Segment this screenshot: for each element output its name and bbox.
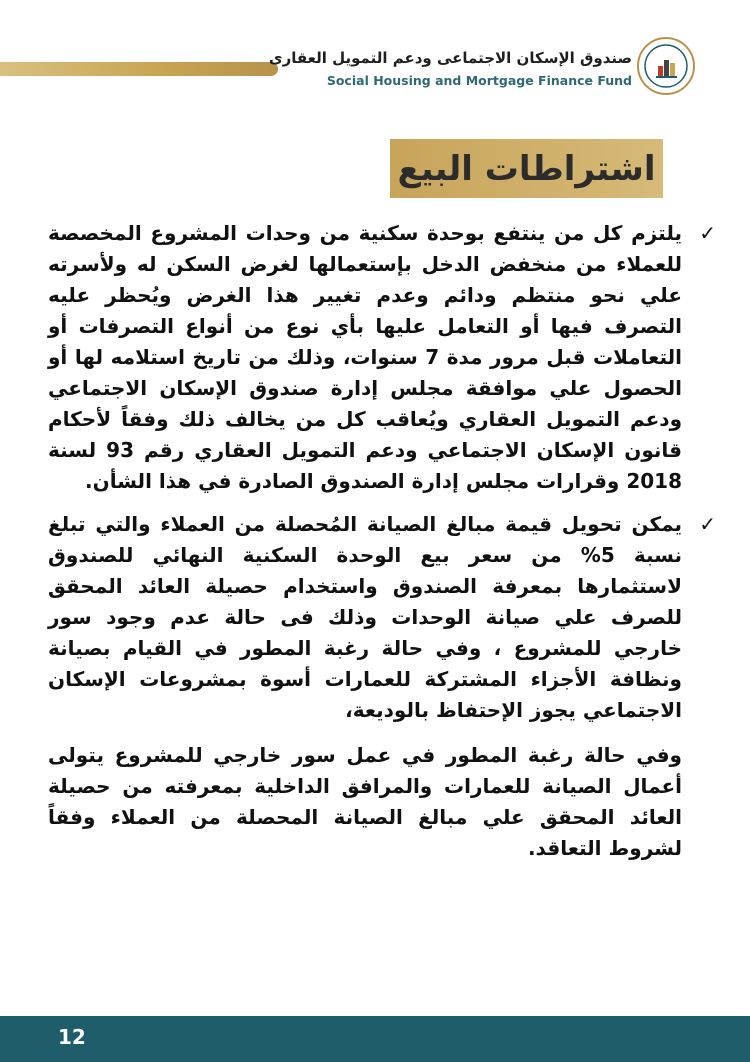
section-title: اشتراطات البيع	[397, 148, 656, 189]
fund-seal-logo	[636, 36, 696, 96]
continuation-text: وفي حالة رغبة المطور في عمل سور خارجي للمشروع يتولى أعمال الصيانة للعمارات والمرافق الداخلية بمعرفته من حصيلة العائد المحقق علي مبالغ الصيانة المحصلة من العملاء وفقاً لشروط التعاقد.	[48, 743, 682, 860]
page-number: 12	[58, 1025, 86, 1049]
org-name-english: Social Housing and Mortgage Finance Fund	[326, 73, 632, 88]
terms-content	[48, 218, 716, 864]
list-item	[48, 509, 716, 726]
checkmark-icon: ✓	[699, 512, 716, 536]
list-item-text: يمكن تحويل قيمة مبالغ الصيانة المُحصلة من العملاء والتي تبلغ نسبة 5% من سعر بيع الوحدة السكنية النهائي للصندوق لاستثمارها بمعرفة الصندوق واستخدام حصيلة العائد المحقق للصرف علي صيانة الوحدات وذلك فى حالة عدم وجود سور خارجي للمشروع ، وفي حالة رغبة المطور في القيام بصيانة ونظافة الأجزاء المشتركة للعمارات أسوة بمشروعات الإسكان الاجتماعي يجوز الإحتفاظ بالوديعة،	[48, 512, 682, 722]
list-item	[48, 218, 716, 497]
header-gold-bar	[0, 62, 278, 76]
header-org-block	[268, 48, 632, 90]
checkmark-icon: ✓	[699, 221, 716, 245]
section-title-banner	[390, 139, 663, 198]
org-name-arabic: صندوق الإسكان الاجتماعى ودعم التمويل العقارى	[268, 49, 632, 67]
list-item-text: يلتزم كل من ينتفع بوحدة سكنية من وحدات المشروع المخصصة للعملاء من منخفض الدخل بإستعمالها لغرض السكن له ولأسرته علي نحو منتظم ودائم وعدم تغيير هذا الغرض ويُحظر عليه التصرف فيها أو التعامل عليها بأي نوع من أنواع التصرفات أو التعاملات قبل مرور مدة 7 سنوات، وذلك من تاريخ استلامه لها أو الحصول علي موافقة مجلس إدارة صندوق الإسكان الاجتماعي ودعم التمويل العقاري ويُعاقب كل من يخالف ذلك وفقاً لأحكام قانون الإسكان الاجتماعي ودعم التمويل العقاري رقم 93 لسنة 2018 وقرارات مجلس إدارة الصندوق الصادرة في هذا الشأن.	[48, 221, 682, 493]
continuation-paragraph	[48, 740, 708, 864]
footer-bar	[0, 1016, 750, 1062]
